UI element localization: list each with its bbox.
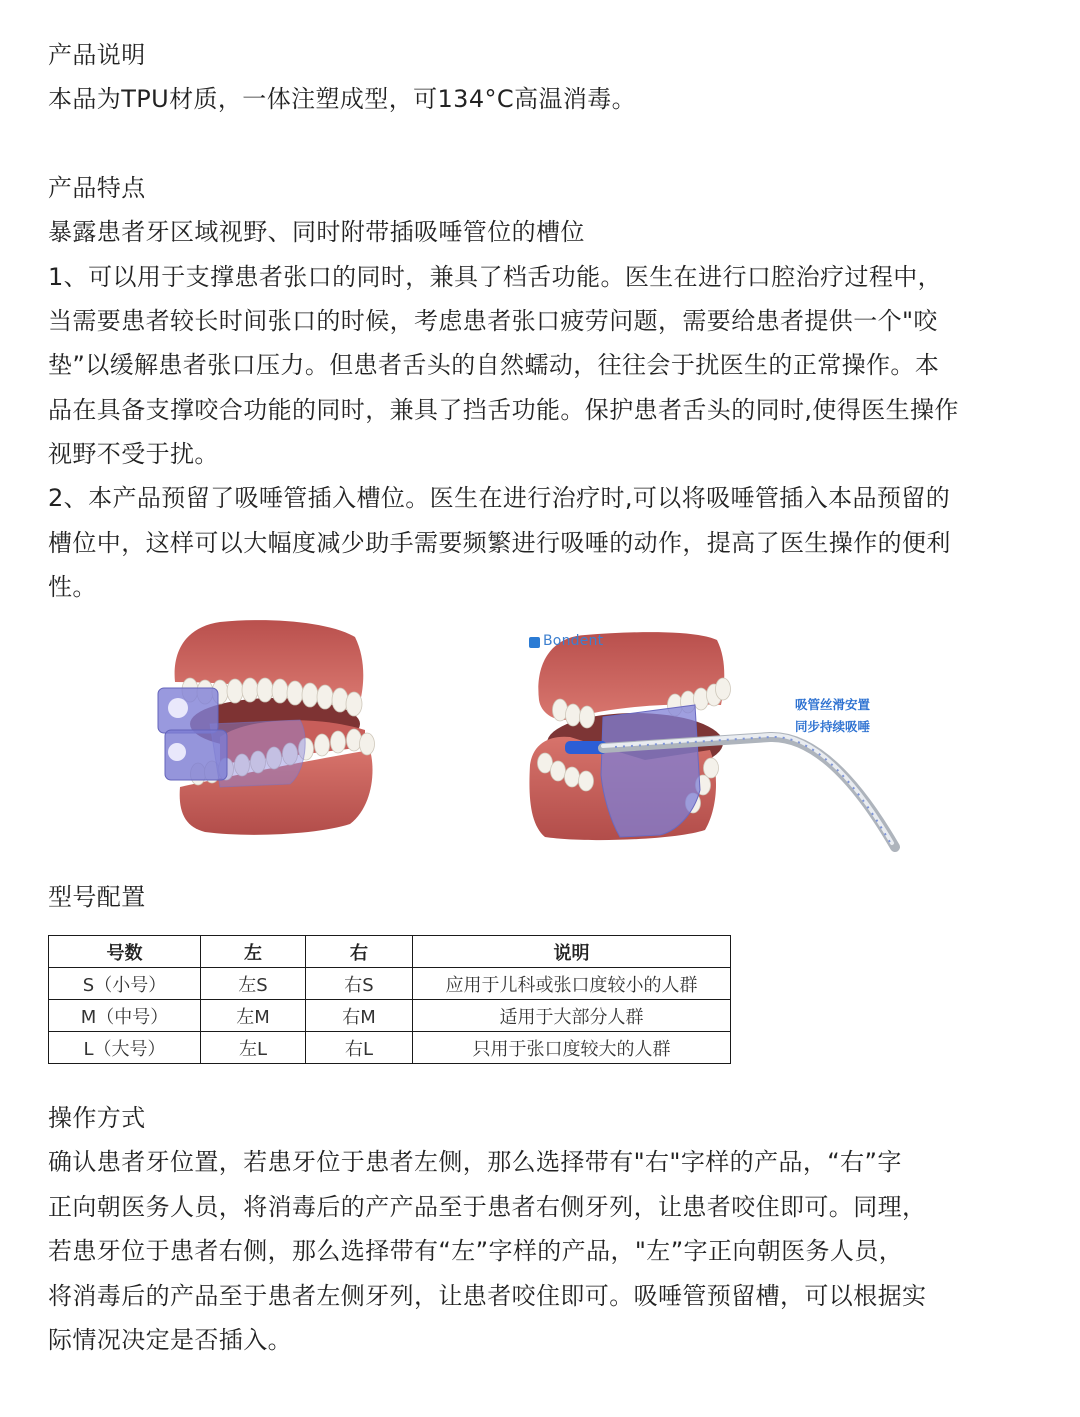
- tooth: [579, 771, 594, 791]
- tooth: [346, 692, 362, 716]
- cell-right: 右M: [306, 1000, 413, 1032]
- tooth: [227, 679, 243, 703]
- brand-logo: Bondent: [543, 633, 604, 649]
- features-line: 视野不受于扰。: [48, 439, 219, 468]
- cell-right: 右S: [306, 968, 413, 1000]
- features-line: 性。: [48, 572, 97, 601]
- cell-size: M（中号）: [49, 1000, 201, 1032]
- cell-description: 只用于张口度较大的人群: [413, 1032, 731, 1064]
- prop-slot: [168, 743, 186, 761]
- prop-slot: [168, 698, 188, 718]
- table-row: [49, 1000, 731, 1032]
- figure-callout: 吸管丝滑安置: [795, 697, 871, 712]
- features-line: 垫”以缓解患者张口压力。但患者舌头的自然蠕动，往往会于扰医生的正常操作。本: [48, 351, 940, 380]
- operation-heading: 操作方式: [48, 1104, 146, 1132]
- tooth: [302, 683, 318, 707]
- description-text: 本品为TPU材质，一体注塑成型，可134°C高温消毒。: [48, 85, 637, 114]
- tooth: [580, 706, 595, 728]
- features-line: 1、可以用于支撑患者张口的同时，兼具了档舌功能。医生在进行口腔治疗过程中，: [48, 262, 943, 291]
- models-table: [48, 935, 731, 1064]
- spacer: [48, 122, 1048, 166]
- tooth: [257, 678, 273, 702]
- operation-line: 将消毒后的产品至于患者左侧牙列，让患者咬住即可。吸唾管预留槽，可以根据实: [48, 1281, 927, 1310]
- operation-line: 际情况决定是否插入。: [48, 1325, 292, 1354]
- features-line: 2、本产品预留了吸唾管插入槽位。医生在进行治疗时,可以将吸唾管插入本品预留的: [48, 484, 951, 513]
- cell-left: 左L: [201, 1032, 306, 1064]
- operation-line: 正向朝医务人员，将消毒后的产产品至于患者右侧牙列，让患者咬住即可。同理，: [48, 1192, 927, 1221]
- table-header-row: [49, 936, 731, 968]
- tooth: [553, 699, 568, 721]
- features-line: 暴露患者牙区域视野、同时附带插吸唾管位的槽位: [48, 218, 585, 247]
- tooth: [332, 688, 348, 712]
- mouth-prop-illustration-right: [525, 625, 905, 853]
- column-header-size: 号数: [49, 936, 201, 968]
- table-row: [49, 968, 731, 1000]
- tooth: [704, 758, 719, 778]
- operation-line: 确认患者牙位置，若患牙位于患者左侧，那么选择带有"右"字样的产品，“右”字: [48, 1148, 902, 1177]
- intro-section: [48, 33, 1048, 609]
- tooth: [272, 679, 288, 703]
- cell-size: L（大号）: [49, 1032, 201, 1064]
- tooth: [551, 761, 566, 781]
- brand-logo-icon: [529, 637, 540, 648]
- operation-section: [48, 1096, 1048, 1362]
- mouth-prop: [601, 705, 700, 837]
- description-heading: 产品说明: [48, 41, 146, 69]
- column-header-left: 左: [201, 936, 306, 968]
- mouth-prop-illustration-left: [150, 612, 385, 842]
- tooth: [694, 688, 709, 710]
- cell-right: 右L: [306, 1032, 413, 1064]
- prop-upper-block: [158, 688, 218, 733]
- tooth: [566, 704, 581, 726]
- figure-callout: 同步持续吸唾: [795, 719, 871, 734]
- models-section: [48, 875, 1048, 919]
- tooth: [331, 731, 346, 753]
- features-line: 品在具备支撑咬合功能的同时，兼具了挡舌功能。保护患者舌头的同时,使得医生操作: [48, 395, 959, 424]
- tooth: [242, 678, 258, 702]
- features-line: 槽位中，这样可以大幅度减少助手需要频繁进行吸唾的动作，提高了医生操作的便利: [48, 528, 951, 557]
- table-row: [49, 1032, 731, 1064]
- tooth: [317, 685, 333, 709]
- column-header-description: 说明: [413, 936, 731, 968]
- features-line: 当需要患者较长时间张口的时候，考虑患者张口疲劳问题，需要给患者提供一个"咬: [48, 306, 938, 335]
- cell-left: 左M: [201, 1000, 306, 1032]
- tooth: [716, 678, 731, 700]
- tooth: [315, 734, 330, 756]
- features-heading: 产品特点: [48, 173, 146, 202]
- column-header-right: 右: [306, 936, 413, 968]
- tooth: [347, 729, 362, 751]
- tooth: [287, 681, 303, 705]
- cell-size: S（小号）: [49, 968, 201, 1000]
- mouth-prop: [158, 688, 227, 780]
- cell-description: 适用于大部分人群: [413, 1000, 731, 1032]
- tooth: [360, 733, 375, 755]
- operation-line: 若患牙位于患者右侧，那么选择带有“左”字样的产品，"左”字正向朝医务人员，: [48, 1237, 904, 1266]
- models-heading: 型号配置: [48, 883, 146, 911]
- cell-description: 应用于儿科或张口度较小的人群: [413, 968, 731, 1000]
- tooth: [565, 767, 580, 787]
- cell-left: 左S: [201, 968, 306, 1000]
